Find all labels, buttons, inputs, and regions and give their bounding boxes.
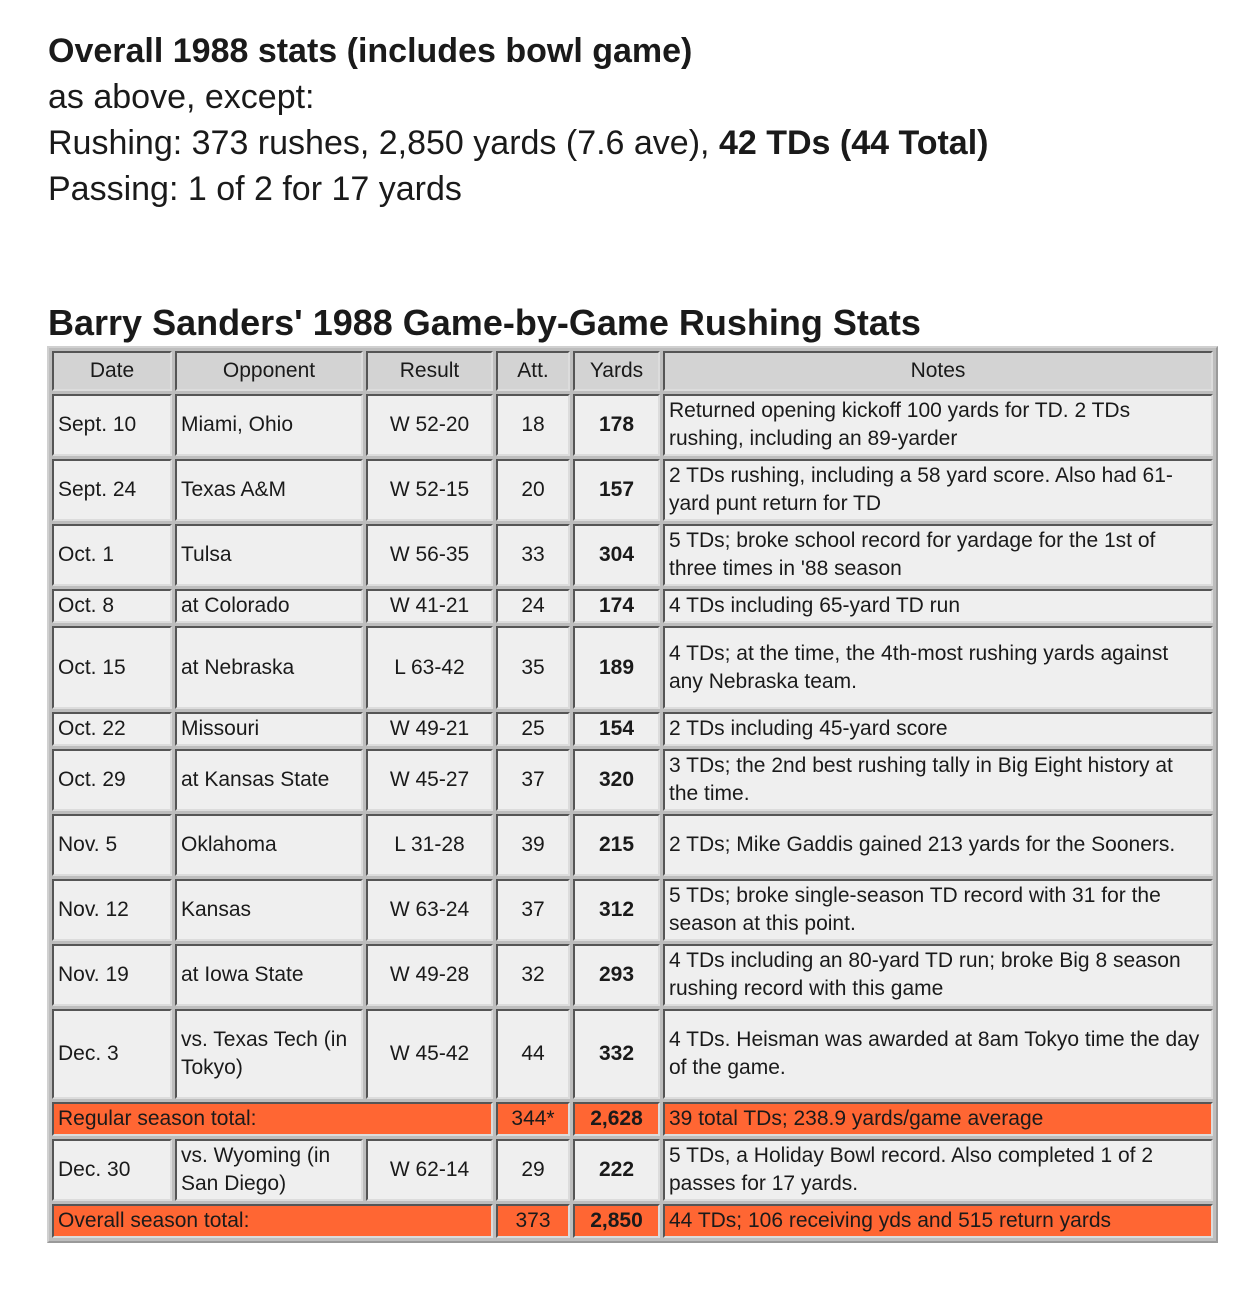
game-opponent: Texas A&M (175, 459, 363, 521)
total-label: Regular season total: (52, 1102, 493, 1136)
summary-line: as above, except: (48, 78, 315, 116)
summary-passing: Passing: 1 of 2 for 17 yards (48, 170, 462, 208)
overall-season-total-row (52, 1204, 1213, 1238)
rushing-text: Rushing: 373 rushes, 2,850 yards (7.6 ave), (48, 124, 719, 162)
game-opponent: Kansas (175, 879, 363, 941)
game-result: W 62-14 (366, 1139, 493, 1201)
game-yards: 222 (573, 1139, 660, 1201)
total-label: Overall season total: (52, 1204, 493, 1238)
game-notes: 5 TDs, a Holiday Bowl record. Also completed 1 of 2 passes for 17 yards. (663, 1139, 1213, 1201)
game-row (52, 589, 1213, 623)
game-result: W 45-42 (366, 1009, 493, 1099)
game-yards: 174 (573, 589, 660, 623)
game-opponent: at Kansas State (175, 749, 363, 811)
total-yards: 2,850 (573, 1204, 660, 1238)
game-result: W 45-27 (366, 749, 493, 811)
game-row (52, 394, 1213, 456)
game-opponent: Miami, Ohio (175, 394, 363, 456)
game-row (52, 712, 1213, 746)
game-attempts: 32 (496, 944, 570, 1006)
summary-heading: Overall 1988 stats (includes bowl game) (48, 32, 693, 70)
game-row (52, 459, 1213, 521)
game-attempts: 37 (496, 749, 570, 811)
game-notes: 4 TDs; at the time, the 4th-most rushing yards against any Nebraska team. (663, 626, 1213, 709)
game-row (52, 879, 1213, 941)
game-opponent: at Nebraska (175, 626, 363, 709)
game-yards: 215 (573, 814, 660, 876)
game-date: Nov. 5 (52, 814, 172, 876)
header-att: Att. (496, 351, 570, 391)
game-result: W 52-15 (366, 459, 493, 521)
game-opponent: at Colorado (175, 589, 363, 623)
header-notes: Notes (663, 351, 1213, 391)
regular-season-total-row (52, 1102, 1213, 1136)
game-yards: 178 (573, 394, 660, 456)
game-date: Dec. 3 (52, 1009, 172, 1099)
game-yards: 157 (573, 459, 660, 521)
game-yards: 189 (573, 626, 660, 709)
overall-summary (48, 28, 1218, 212)
game-date: Oct. 8 (52, 589, 172, 623)
game-date: Sept. 10 (52, 394, 172, 456)
game-date: Sept. 24 (52, 459, 172, 521)
rushing-stats-table (47, 346, 1218, 1243)
game-notes: 4 TDs including 65-yard TD run (663, 589, 1213, 623)
game-yards: 312 (573, 879, 660, 941)
header-result: Result (366, 351, 493, 391)
game-row (52, 814, 1213, 876)
game-notes: 3 TDs; the 2nd best rushing tally in Big Eight history at the time. (663, 749, 1213, 811)
total-attempts: 373 (496, 1204, 570, 1238)
total-notes: 39 total TDs; 238.9 yards/game average (663, 1102, 1213, 1136)
game-opponent: vs. Texas Tech (in Tokyo) (175, 1009, 363, 1099)
header-yards: Yards (573, 351, 660, 391)
game-opponent: vs. Wyoming (in San Diego) (175, 1139, 363, 1201)
header-opponent: Opponent (175, 351, 363, 391)
game-result: W 56-35 (366, 524, 493, 586)
total-notes: 44 TDs; 106 receiving yds and 515 return yards (663, 1204, 1213, 1238)
game-attempts: 37 (496, 879, 570, 941)
game-date: Oct. 29 (52, 749, 172, 811)
game-yards: 293 (573, 944, 660, 1006)
game-date: Oct. 15 (52, 626, 172, 709)
game-notes: Returned opening kickoff 100 yards for TD. 2 TDs rushing, including an 89-yarder (663, 394, 1213, 456)
game-row (52, 1139, 1213, 1201)
total-attempts: 344* (496, 1102, 570, 1136)
game-yards: 320 (573, 749, 660, 811)
game-attempts: 39 (496, 814, 570, 876)
rushing-td-total: 42 TDs (44 Total) (718, 124, 989, 162)
game-result: W 49-21 (366, 712, 493, 746)
header-date: Date (52, 351, 172, 391)
game-row (52, 626, 1213, 709)
game-attempts: 25 (496, 712, 570, 746)
game-date: Dec. 30 (52, 1139, 172, 1201)
game-yards: 332 (573, 1009, 660, 1099)
game-notes: 4 TDs. Heisman was awarded at 8am Tokyo time the day of the game. (663, 1009, 1213, 1099)
game-attempts: 20 (496, 459, 570, 521)
table-title: Barry Sanders' 1988 Game-by-Game Rushing Stats (48, 302, 921, 343)
game-date: Nov. 19 (52, 944, 172, 1006)
game-result: L 63-42 (366, 626, 493, 709)
summary-rushing (48, 120, 1218, 166)
game-result: W 49-28 (366, 944, 493, 1006)
game-row (52, 1009, 1213, 1099)
game-notes: 4 TDs including an 80-yard TD run; broke Big 8 season rushing record with this game (663, 944, 1213, 1006)
game-row (52, 749, 1213, 811)
game-yards: 304 (573, 524, 660, 586)
game-opponent: Missouri (175, 712, 363, 746)
game-attempts: 44 (496, 1009, 570, 1099)
game-notes: 2 TDs; Mike Gaddis gained 213 yards for the Sooners. (663, 814, 1213, 876)
game-yards: 154 (573, 712, 660, 746)
game-result: W 41-21 (366, 589, 493, 623)
game-date: Nov. 12 (52, 879, 172, 941)
game-notes: 5 TDs; broke single-season TD record with 31 for the season at this point. (663, 879, 1213, 941)
game-result: L 31-28 (366, 814, 493, 876)
game-result: W 63-24 (366, 879, 493, 941)
game-row (52, 944, 1213, 1006)
game-result: W 52-20 (366, 394, 493, 456)
game-opponent: at Iowa State (175, 944, 363, 1006)
game-attempts: 33 (496, 524, 570, 586)
game-opponent: Oklahoma (175, 814, 363, 876)
game-attempts: 24 (496, 589, 570, 623)
total-yards: 2,628 (573, 1102, 660, 1136)
game-opponent: Tulsa (175, 524, 363, 586)
game-attempts: 18 (496, 394, 570, 456)
game-date: Oct. 1 (52, 524, 172, 586)
game-attempts: 35 (496, 626, 570, 709)
game-date: Oct. 22 (52, 712, 172, 746)
game-notes: 2 TDs including 45-yard score (663, 712, 1213, 746)
game-notes: 2 TDs rushing, including a 58 yard score. Also had 61-yard punt return for TD (663, 459, 1213, 521)
game-row (52, 524, 1213, 586)
game-notes: 5 TDs; broke school record for yardage for the 1st of three times in '88 season (663, 524, 1213, 586)
header-row (52, 351, 1213, 391)
game-attempts: 29 (496, 1139, 570, 1201)
